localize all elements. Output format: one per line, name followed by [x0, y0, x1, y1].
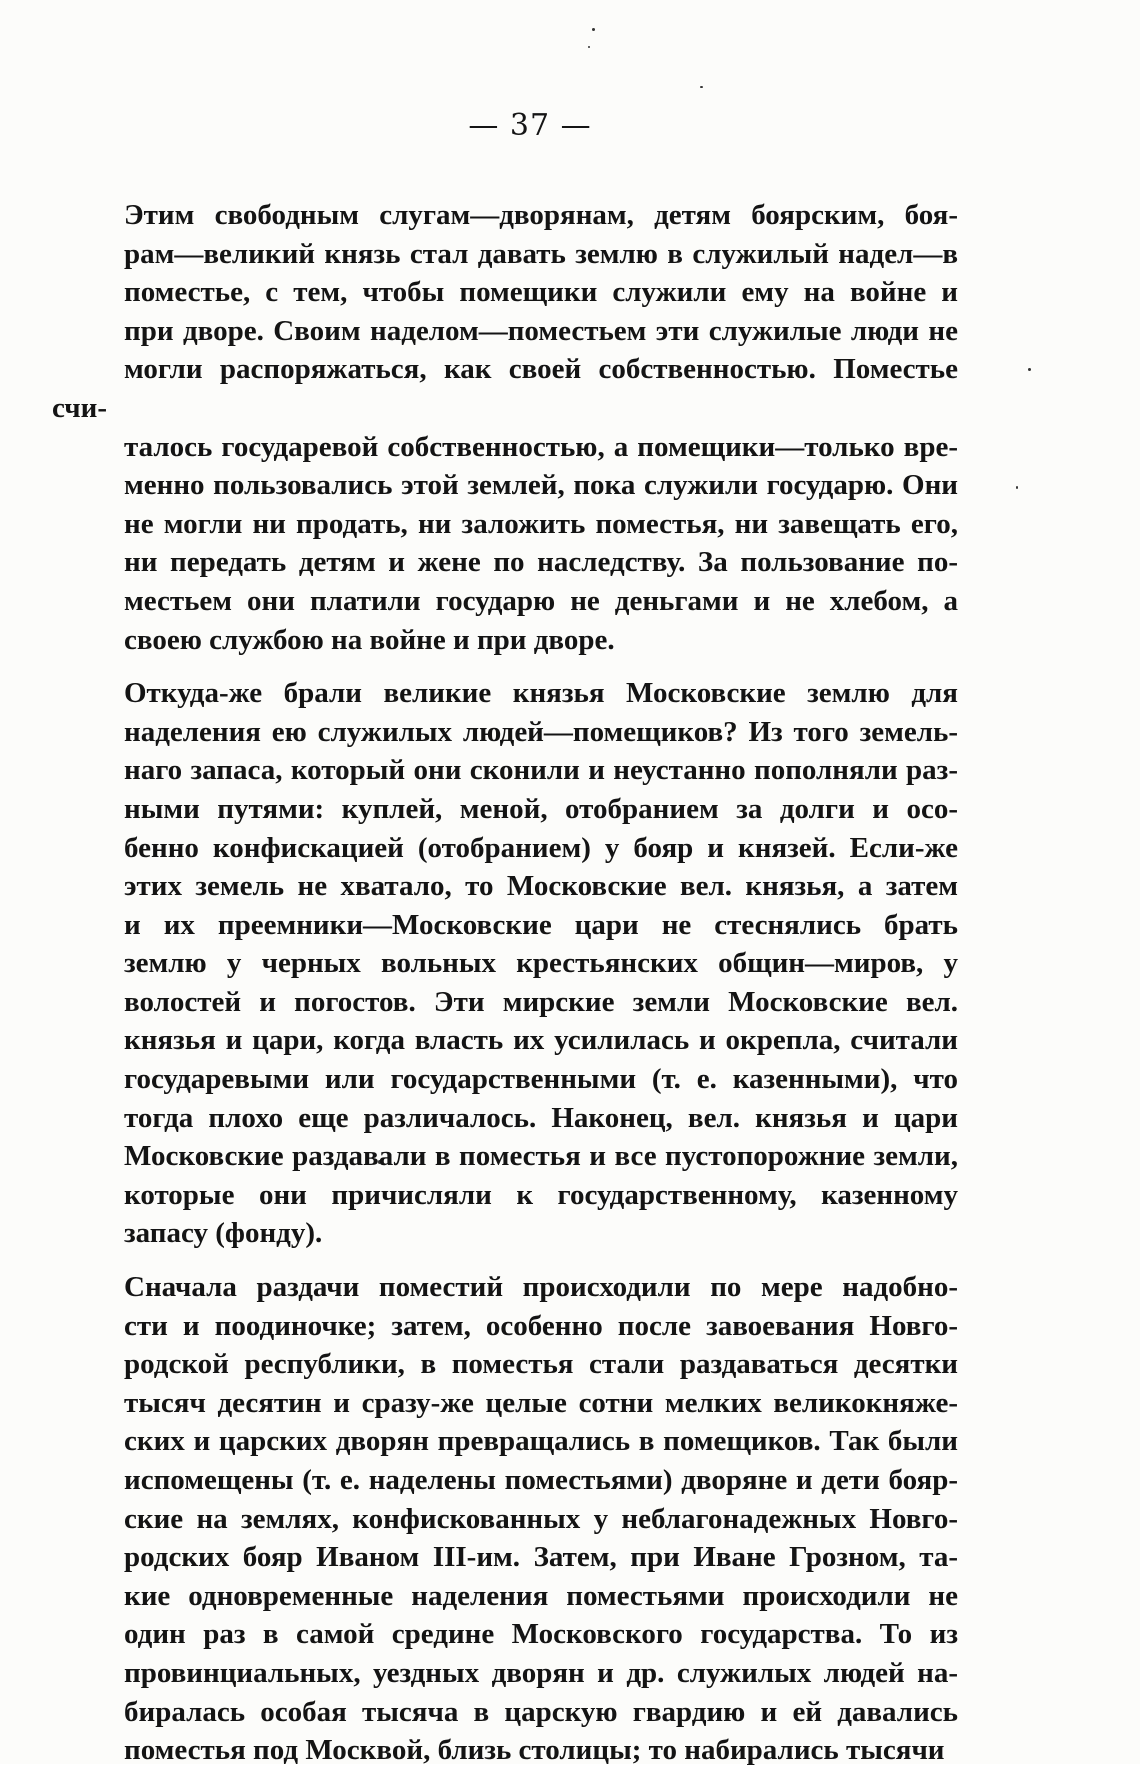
text-line: волостей и погостов. Эти мирские земли Московские вел. — [124, 985, 958, 1018]
paragraph-1 — [52, 196, 958, 659]
page-number: — 37 — — [468, 108, 592, 143]
text-line: поместья под Москвой, близь столицы; то набирались тысячи — [124, 1734, 945, 1767]
text-line: не могли ни продать, ни заложить поместья, ни завещать его, — [124, 507, 958, 540]
text-line: менно пользовались этой землей, пока служили государю. Они — [124, 469, 958, 502]
text-line: испомещены (т. е. наделены поместьями) дворяне и дети бояр- — [124, 1464, 958, 1496]
text-line: поместье, с тем, чтобы помещики служили ему на войне и — [124, 276, 958, 309]
text-line: Откуда-же брали великие князья Московские землю для — [124, 677, 958, 710]
text-line: которые они причисляли к государственному, казенному — [124, 1178, 958, 1211]
text-line: родских бояр Иваном III-им. Затем, при Иване Грозном, та- — [124, 1541, 958, 1574]
scan-speck — [1028, 368, 1031, 371]
text-line: местьем они платили государю не деньгами и не хлебом, а — [124, 584, 958, 617]
text-line: могли распоряжаться, как своей собственностью. Поместье счи- — [52, 353, 958, 424]
text-line: этих земель не хватало, то Московские вел. князья, а затем — [124, 870, 958, 903]
text-line: родской республики, в поместья стали раздаваться десятки — [124, 1348, 958, 1381]
text-line: Сначала раздачи поместий происходили по мере надобно- — [124, 1271, 958, 1304]
paragraph-2 — [52, 674, 958, 1253]
text-line: рам—великий князь стал давать землю в служилый надел—в — [124, 237, 958, 270]
text-line: при дворе. Своим наделом—поместьем эти служилые люди не — [124, 314, 958, 347]
text-line: наделения ею служилых людей—помещиков? Из того земель- — [124, 715, 958, 748]
text-line: один раз в самой средине Московского государства. То из — [124, 1618, 958, 1651]
text-line: биралась особая тысяча в царскую гвардию и ей давались — [124, 1695, 958, 1728]
text-line: Этим свободным слугам—дворянам, детям боярским, боя- — [124, 199, 958, 231]
paragraph-3 — [52, 1268, 958, 1770]
text-line: ными путями: куплей, меной, отобранием за долги и осо- — [124, 792, 958, 825]
text-line: сти и поодиночке; затем, особенно после завоевания Новго- — [124, 1309, 958, 1342]
text-line: князья и цари, когда власть их усилилась и окрепла, считали — [124, 1024, 958, 1057]
scan-speck — [700, 86, 703, 88]
text-line: ни передать детям и жене по наследству. За пользование по- — [124, 546, 958, 579]
text-line: наго запаса, который они сконили и неустанно пополняли раз- — [124, 754, 958, 787]
text-line: талось государевой собственностью, а помещики—только вре- — [124, 430, 958, 463]
text-line: ских и царских дворян превращались в помещиков. Так были — [124, 1425, 958, 1458]
text-line: бенно конфискацией (отобранием) у бояр и князей. Если-же — [124, 831, 958, 864]
text-line: Московские раздавали в поместья и все пустопорожние земли, — [124, 1140, 958, 1173]
scan-speck — [588, 46, 590, 48]
text-line: тысяч десятин и сразу-же целые сотни мелких великокняже- — [124, 1386, 958, 1419]
scan-speck — [592, 28, 595, 31]
text-line: землю у черных вольных крестьянских общин—миров, у — [124, 947, 958, 980]
text-line: запасу (фонду). — [124, 1217, 323, 1250]
text-line: своею службою на войне и при дворе. — [124, 623, 615, 656]
text-line: ские на землях, конфискованных у неблагонадежных Новго- — [124, 1502, 958, 1535]
text-line: тогда плохо еще различалось. Наконец, вел. князья и цари — [124, 1101, 958, 1134]
scan-speck — [1016, 486, 1018, 489]
text-line: и их преемники—Московские цари не стеснялись брать — [124, 908, 958, 941]
body-text — [52, 196, 958, 1770]
text-line: государевыми или государственными (т. е. казенными), что — [124, 1063, 958, 1096]
text-line: провинциальных, уездных дворян и др. служилых людей на- — [124, 1656, 958, 1689]
text-line: кие одновременные наделения поместьями происходили не — [124, 1579, 958, 1612]
